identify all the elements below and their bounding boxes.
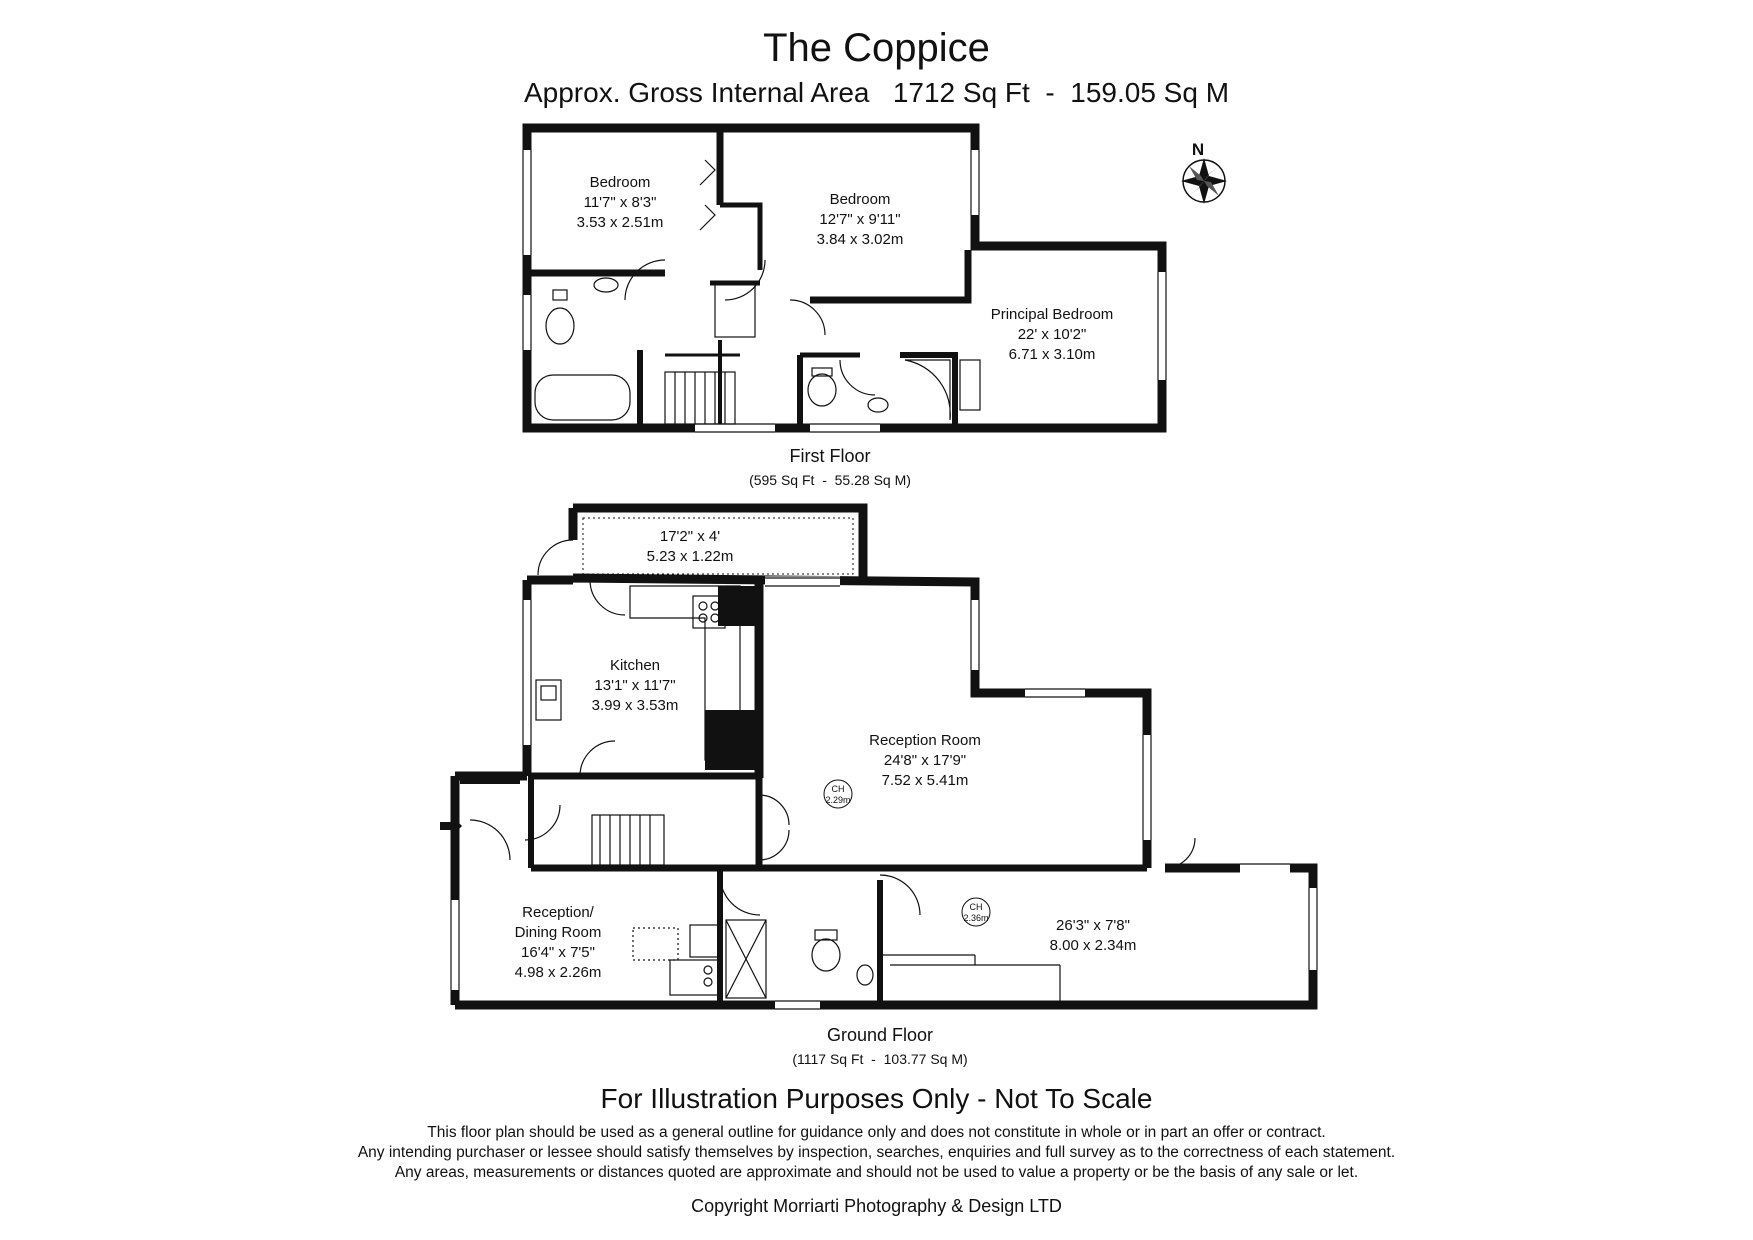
bedroom-2-imperial: 12'7" x 9'11" xyxy=(819,211,901,228)
dining-room-metric: 4.98 x 2.26m xyxy=(514,964,602,981)
ch-height-annexe: 2.36m xyxy=(963,913,989,923)
dining-room-imperial: 16'4" x 7'5" xyxy=(521,944,595,961)
annexe-metric: 8.00 x 2.34m xyxy=(1049,937,1137,954)
first-floor-area: (595 Sq Ft - 55.28 Sq M) xyxy=(749,472,911,488)
bedroom-1-name: Bedroom xyxy=(589,174,651,191)
principal-bedroom-imperial: 22' x 10'2" xyxy=(1017,326,1087,343)
store-metric: 5.23 x 1.22m xyxy=(646,548,734,565)
bedroom-2-metric: 3.84 x 3.02m xyxy=(816,231,904,248)
ground-floor-label: Ground Floor xyxy=(826,1025,934,1045)
first-floor-label: First Floor xyxy=(789,446,871,466)
reception-room-metric: 7.52 x 5.41m xyxy=(881,772,969,789)
bedroom-1-imperial: 11'7" x 8'3" xyxy=(583,194,657,211)
dining-room-name-2: Dining Room xyxy=(514,924,602,941)
store-imperial: 17'2" x 4' xyxy=(659,528,721,545)
disclaimer-line-3: Any areas, measurements or distances quoted are approximate and should not be used to value a property or be the basis of any sale or let. xyxy=(394,1164,1359,1181)
disclaimer-line-2: Any intending purchaser or lessee should satisfy themselves by inspection, searches, enquiries and full survey as to the correctness of each statement. xyxy=(357,1144,1396,1161)
principal-bedroom-name: Principal Bedroom xyxy=(990,306,1114,323)
bedroom-2-name: Bedroom xyxy=(829,191,891,208)
kitchen-metric: 3.99 x 3.53m xyxy=(591,697,679,714)
page-subtitle: Approx. Gross Internal Area 1712 Sq Ft - 159.05 Sq M xyxy=(523,77,1230,108)
reception-room-name: Reception Room xyxy=(869,732,981,749)
bedroom-1-metric: 3.53 x 2.51m xyxy=(576,214,664,231)
page-title: The Coppice xyxy=(763,26,990,70)
kitchen-name: Kitchen xyxy=(609,657,661,674)
kitchen-imperial: 13'1" x 11'7" xyxy=(594,677,676,694)
reception-room-imperial: 24'8" x 17'9" xyxy=(883,752,967,769)
ch-label-annexe: CH xyxy=(969,902,983,912)
north-compass-icon xyxy=(1181,158,1227,204)
compass-north-label: N xyxy=(1191,140,1205,159)
dining-room-name-1: Reception/ xyxy=(522,904,594,921)
principal-bedroom-metric: 6.71 x 3.10m xyxy=(1008,346,1096,363)
ch-label-reception: CH xyxy=(831,784,845,794)
disclaimer-line-1: This floor plan should be used as a general outline for guidance only and does not constitute in whole or in part an offer or contract. xyxy=(427,1124,1326,1141)
ch-height-reception: 2.29m xyxy=(825,795,851,805)
ground-floor-area: (1117 Sq Ft - 103.77 Sq M) xyxy=(792,1051,968,1067)
not-to-scale-heading: For Illustration Purposes Only - Not To Scale xyxy=(600,1083,1153,1114)
copyright: Copyright Morriarti Photography & Design LTD xyxy=(691,1196,1062,1216)
annexe-imperial: 26'3" x 7'8" xyxy=(1056,917,1130,934)
